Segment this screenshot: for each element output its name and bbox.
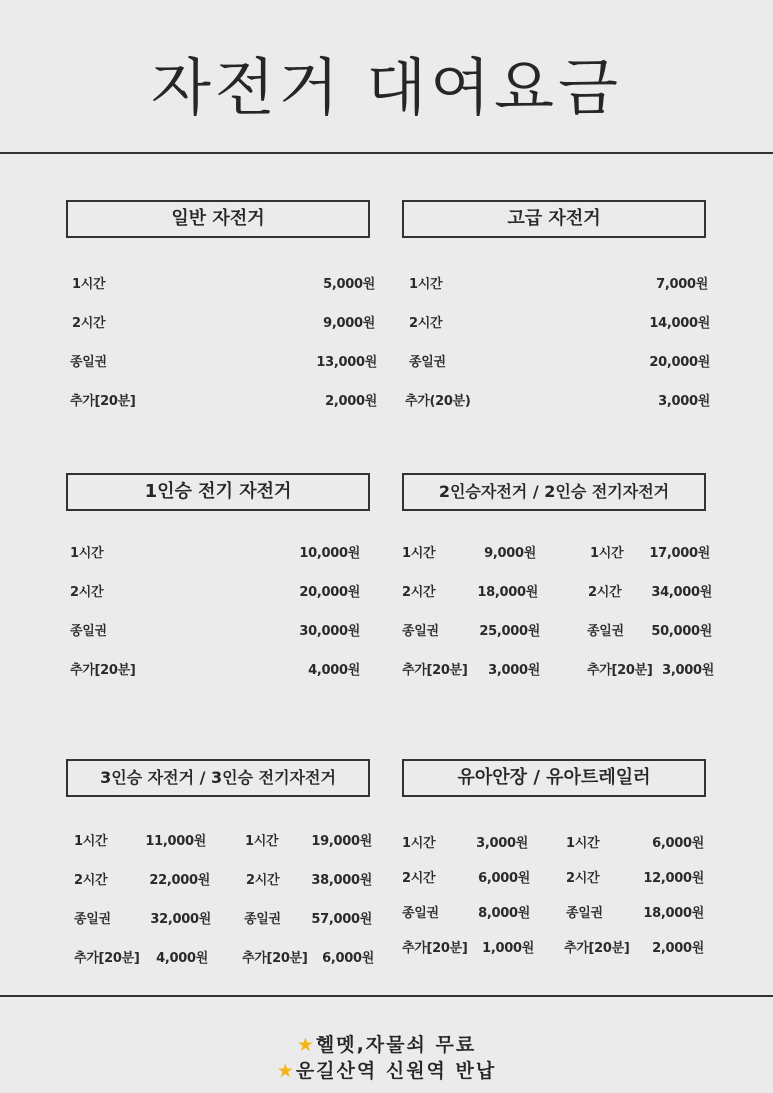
price-label: 추가[20분]: [70, 394, 136, 409]
section-heading-three-seat: 3인승 자전거 / 3인승 전기자전거: [66, 759, 370, 797]
star-icon: ★: [276, 1060, 296, 1082]
price-label: 1시간: [402, 546, 436, 561]
price-value: 18,000원: [477, 585, 538, 600]
price-value: 10,000원: [299, 546, 360, 561]
price-label: 1시간: [590, 546, 624, 561]
price-value: 12,000원: [643, 871, 704, 886]
page-title: 자전거 대여요금: [151, 51, 622, 124]
price-value: 6,000원: [652, 836, 704, 851]
price-label: 추가[20분]: [242, 951, 308, 966]
price-value: 3,000원: [662, 663, 714, 678]
price-label: 종일권: [566, 906, 603, 921]
price-value: 57,000원: [311, 912, 372, 927]
price-value: 3,000원: [658, 394, 710, 409]
price-label: 추가[20분]: [70, 663, 136, 678]
price-value: 4,000원: [156, 951, 208, 966]
price-label: 2시간: [588, 585, 622, 600]
section-heading-child: 유아안장 / 유아트레일러: [402, 759, 706, 797]
star-icon: ★: [296, 1034, 316, 1056]
price-value: 9,000원: [323, 316, 375, 331]
price-label: 종일권: [402, 906, 439, 921]
price-value: 30,000원: [299, 624, 360, 639]
price-label: 1시간: [402, 836, 436, 851]
price-value: 6,000원: [478, 871, 530, 886]
price-value: 3,000원: [488, 663, 540, 678]
price-value: 20,000원: [649, 355, 710, 370]
price-value: 13,000원: [316, 355, 377, 370]
price-value: 22,000원: [149, 873, 210, 888]
price-label: 2시간: [246, 873, 280, 888]
footer-divider: [0, 995, 773, 997]
price-value: 14,000원: [649, 316, 710, 331]
price-label: 1시간: [409, 277, 443, 292]
footer-text: 운길산역 신원역 반납: [295, 1060, 497, 1082]
section-heading-single-electric: 1인승 전기 자전거: [66, 473, 370, 511]
price-label: 종일권: [74, 912, 111, 927]
footer-line-1: [0, 1030, 773, 1057]
price-value: 50,000원: [651, 624, 712, 639]
price-value: 4,000원: [308, 663, 360, 678]
price-label: 2시간: [74, 873, 108, 888]
price-value: 34,000원: [651, 585, 712, 600]
price-label: 1시간: [74, 834, 108, 849]
price-value: 5,000원: [323, 277, 375, 292]
price-label: 2시간: [409, 316, 443, 331]
price-label: 2시간: [402, 871, 436, 886]
section-heading-normal: 일반 자전거: [66, 200, 370, 238]
price-label: 추가[20분]: [402, 663, 468, 678]
price-label: 추가[20분]: [74, 951, 140, 966]
price-value: 3,000원: [476, 836, 528, 851]
price-value: 32,000원: [150, 912, 211, 927]
price-label: 2시간: [72, 316, 106, 331]
price-label: 종일권: [409, 355, 446, 370]
price-value: 7,000원: [656, 277, 708, 292]
price-label: 1시간: [245, 834, 279, 849]
price-value: 1,000원: [482, 941, 534, 956]
price-label: 1시간: [72, 277, 106, 292]
price-value: 19,000원: [311, 834, 372, 849]
price-label: 추가(20분): [405, 394, 471, 409]
price-label: 추가[20분]: [402, 941, 468, 956]
price-label: 종일권: [70, 624, 107, 639]
price-label: 종일권: [70, 355, 107, 370]
price-label: 2시간: [402, 585, 436, 600]
price-value: 2,000원: [325, 394, 377, 409]
price-label: 종일권: [244, 912, 281, 927]
price-value: 11,000원: [145, 834, 206, 849]
price-label: 추가[20분]: [587, 663, 653, 678]
section-heading-two-seat: 2인승자전거 / 2인승 전기자전거: [402, 473, 706, 511]
price-label: 1시간: [70, 546, 104, 561]
price-value: 38,000원: [311, 873, 372, 888]
price-label: 종일권: [587, 624, 624, 639]
price-label: 2시간: [566, 871, 600, 886]
price-label: 종일권: [402, 624, 439, 639]
footer-line-2: [0, 1056, 773, 1083]
footer-text: 헬멧,자물쇠 무료: [315, 1034, 477, 1056]
price-value: 25,000원: [479, 624, 540, 639]
price-value: 8,000원: [478, 906, 530, 921]
price-label: 2시간: [70, 585, 104, 600]
price-value: 9,000원: [484, 546, 536, 561]
header-divider: [0, 152, 773, 154]
price-label: 추가[20분]: [564, 941, 630, 956]
price-value: 6,000원: [322, 951, 374, 966]
section-heading-premium: 고급 자전거: [402, 200, 706, 238]
price-label: 1시간: [566, 836, 600, 851]
price-value: 17,000원: [649, 546, 710, 561]
price-value: 2,000원: [652, 941, 704, 956]
price-value: 18,000원: [643, 906, 704, 921]
price-value: 20,000원: [299, 585, 360, 600]
